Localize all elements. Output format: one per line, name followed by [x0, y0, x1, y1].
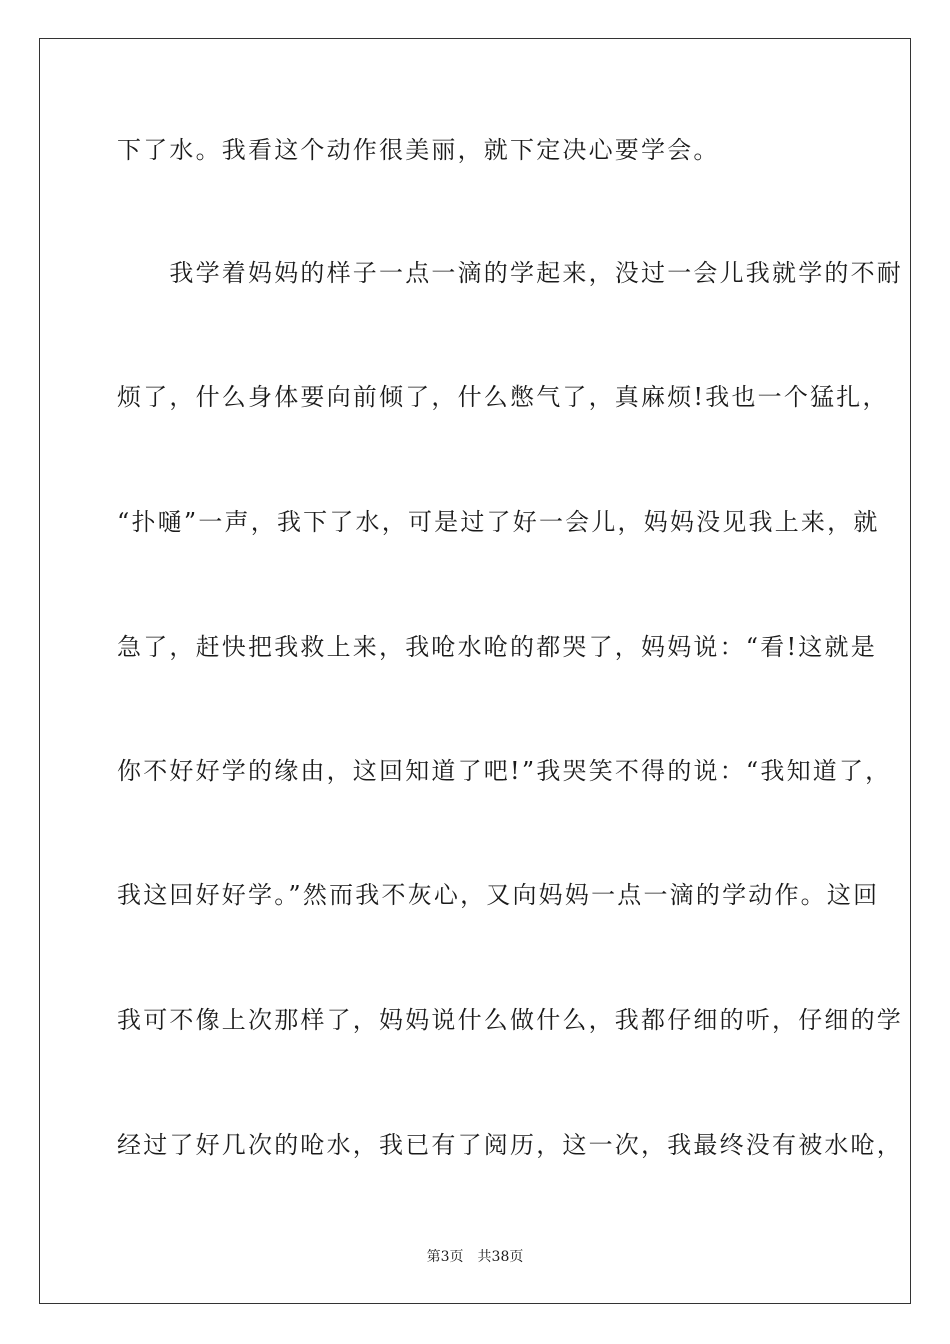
- text-line-4: “扑嗵”一声，我下了水，可是过了好一会儿，妈妈没见我上来，就: [117, 508, 880, 536]
- text-line-6: 你不好好学的缘由，这回知道了吧!”我哭笑不得的说：“我知道了，: [117, 757, 892, 785]
- text-line-8: 我可不像上次那样了，妈妈说什么做什么，我都仔细的听，仔细的学: [117, 1006, 903, 1034]
- text-line-3: 烦了，什么身体要向前倾了，什么憋气了，真麻烦!我也一个猛扎，: [117, 383, 889, 411]
- text-line-2: 我学着妈妈的样子一点一滴的学起来，没过一会儿我就学的不耐: [117, 259, 903, 287]
- text-line-5: 急了，赶快把我救上来，我呛水呛的都哭了，妈妈说：“看!这就是: [117, 633, 877, 661]
- page-border: [39, 38, 911, 1304]
- text-line-1: 下了水。我看这个动作很美丽，就下定决心要学会。: [117, 136, 720, 164]
- text-line-9: 经过了好几次的呛水，我已有了阅历，这一次，我最终没有被水呛，: [117, 1131, 903, 1159]
- page-number-footer: 第3页 共38页: [426, 1249, 524, 1265]
- text-line-7: 我这回好好学。”然而我不灰心，又向妈妈一点一滴的学动作。这回: [117, 881, 880, 909]
